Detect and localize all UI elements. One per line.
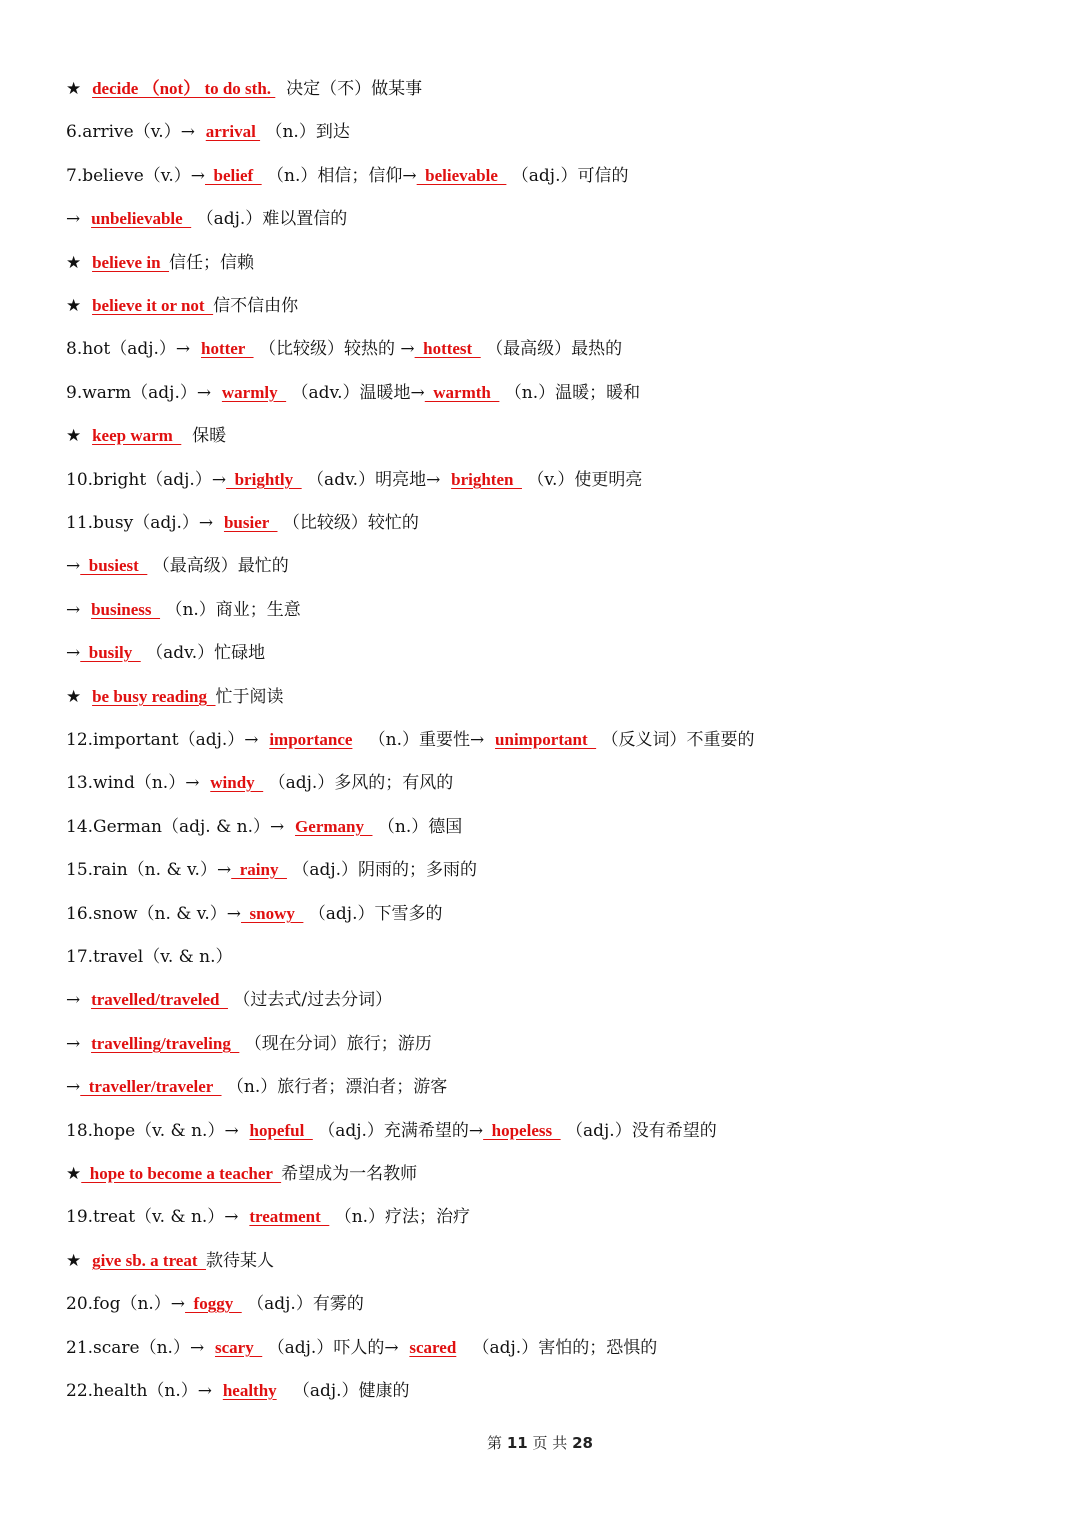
- vocab-line: [66, 161, 629, 191]
- vocab-line: [66, 465, 642, 495]
- answer-text: brightly: [226, 470, 302, 489]
- line-text: →: [66, 556, 81, 576]
- line-text: （过去式/过去分词）: [227, 990, 393, 1010]
- line-text: （adv.）温暖地→: [286, 383, 425, 403]
- vocab-line: [66, 682, 284, 712]
- vocab-line: [66, 1029, 432, 1059]
- line-text: 保暖: [181, 426, 227, 446]
- answer-text: snowy: [241, 904, 304, 923]
- answer-text: give sb. a treat: [92, 1251, 207, 1270]
- answer-text: treatment: [249, 1207, 330, 1226]
- line-text: （adj.）下雪多的: [303, 904, 443, 924]
- answer-text: believe it or not: [92, 296, 214, 315]
- line-text: ★: [66, 79, 93, 99]
- line-text: ★: [66, 1164, 82, 1184]
- line-text: 7.believe（v.）→: [66, 166, 205, 186]
- line-text: →: [66, 1077, 81, 1097]
- vocab-line: [66, 985, 392, 1015]
- line-text: 10.bright（adj.）→: [66, 470, 227, 490]
- line-text: 21.scare（n.）→: [66, 1338, 216, 1358]
- line-text: （反义词）不重要的: [596, 730, 755, 750]
- answer-text: healthy: [222, 1381, 277, 1400]
- line-text: （n.）相信；信仰→: [261, 166, 417, 186]
- answer-text: travelling/traveling: [91, 1034, 240, 1053]
- line-text: （adv.）忙碌地: [140, 643, 266, 663]
- answer-text: rainy: [231, 860, 287, 879]
- line-text: （adv.）明亮地→: [301, 470, 452, 490]
- page-number: 11: [506, 1434, 528, 1452]
- vocab-line: [66, 508, 419, 538]
- answer-text: business: [91, 600, 161, 619]
- vocab-line: [66, 1376, 410, 1406]
- vocab-line: [66, 812, 462, 842]
- vocab-line: [66, 768, 453, 798]
- line-text: （比较级）较热的 →: [253, 339, 415, 359]
- line-text: （现在分词）旅行；游历: [239, 1034, 432, 1054]
- answer-text: importance: [269, 730, 353, 749]
- line-text: （adj.）多风的；有风的: [263, 773, 454, 793]
- answer-text: hotter: [200, 339, 254, 358]
- line-text: →: [66, 1034, 92, 1054]
- line-text: 信任；信赖: [169, 253, 255, 273]
- line-text: （n.）重要性→: [352, 730, 496, 750]
- line-text: 15.rain（n. & v.）→: [66, 860, 232, 880]
- line-text: （最高级）最忙的: [147, 556, 289, 576]
- line-text: 9.warm（adj.）→: [66, 383, 222, 403]
- line-text: （最高级）最热的: [480, 339, 623, 359]
- line-text: 16.snow（n. & v.）→: [66, 904, 242, 924]
- answer-text: believable: [416, 166, 507, 185]
- answer-text: hopeless: [483, 1121, 561, 1140]
- line-text: （n.）到达: [260, 122, 350, 142]
- answer-text: warmly: [221, 383, 287, 402]
- line-text: 决定（不）做某事: [275, 79, 423, 99]
- vocab-line: [66, 1202, 470, 1232]
- line-text: （adj.）可信的: [506, 166, 629, 186]
- answer-text: arrival: [205, 122, 261, 141]
- answer-text: Germany: [295, 817, 373, 836]
- answer-text: scared: [409, 1338, 457, 1357]
- answer-text: busiest: [80, 556, 148, 575]
- answer-text: windy: [210, 773, 264, 792]
- line-text: ★: [66, 296, 93, 316]
- line-text: ★: [66, 687, 93, 707]
- page-footer: [0, 1432, 1080, 1453]
- vocab-line: [66, 595, 301, 625]
- line-text: 款待某人: [206, 1251, 275, 1271]
- line-text: （比较级）较忙的: [277, 513, 419, 533]
- answer-text: scary: [215, 1338, 263, 1357]
- vocab-line: [66, 1289, 364, 1319]
- answer-text: keep warm: [92, 426, 182, 445]
- answer-text: travelled/traveled: [91, 990, 228, 1009]
- vocab-line: [66, 1246, 274, 1276]
- vocab-line: [66, 334, 622, 364]
- line-text: 11.busy（adj.）→: [66, 513, 224, 533]
- vocab-line: [66, 421, 226, 451]
- vocab-line: [66, 248, 254, 278]
- answer-text: believe in: [92, 253, 170, 272]
- line-text: →: [66, 990, 92, 1010]
- line-text: （n.）温暖；暖和: [499, 383, 641, 403]
- vocab-line: [66, 378, 640, 408]
- line-text: →: [66, 209, 92, 229]
- line-text: 18.hope（v. & n.）→: [66, 1121, 250, 1141]
- vocab-line: [66, 1116, 717, 1146]
- vocab-line: [66, 204, 347, 234]
- line-text: （adj.）没有希望的: [560, 1121, 717, 1141]
- line-text: （adj.）害怕的；恐惧的: [456, 1338, 658, 1358]
- answer-text: decide （not） to do sth.: [92, 79, 276, 98]
- answer-text: unbelievable: [91, 209, 192, 228]
- line-text: （n.）德国: [372, 817, 463, 837]
- line-text: 6.arrive（v.）→: [66, 122, 206, 142]
- vocab-line: [66, 1333, 657, 1363]
- line-text: （adj.）难以置信的: [191, 209, 348, 229]
- line-text: →: [66, 643, 81, 663]
- line-text: 13.wind（n.）→: [66, 773, 211, 793]
- vocab-line: [66, 942, 233, 972]
- answer-text: hope to become a teacher: [81, 1164, 282, 1183]
- answer-text: unimportant: [495, 730, 597, 749]
- vocab-line: [66, 291, 298, 321]
- line-text: 忙于阅读: [215, 687, 284, 707]
- line-text: （adj.）吓人的→: [262, 1338, 410, 1358]
- vocab-line: [66, 1072, 447, 1102]
- line-text: 8.hot（adj.）→: [66, 339, 201, 359]
- line-text: 希望成为一名教师: [281, 1164, 418, 1184]
- answer-text: hottest: [414, 339, 481, 358]
- line-text: 19.treat（v. & n.）→: [66, 1207, 250, 1227]
- vocab-line: [66, 551, 289, 581]
- answer-text: foggy: [185, 1294, 242, 1313]
- line-text: （adj.）充满希望的→: [312, 1121, 484, 1141]
- line-text: 14.German（adj. & n.）→: [66, 817, 296, 837]
- vocab-line: [66, 1159, 417, 1189]
- answer-text: warmth: [424, 383, 500, 402]
- line-text: ★: [66, 426, 93, 446]
- answer-text: busily: [80, 643, 141, 662]
- vocab-line: [66, 725, 755, 755]
- page-total: 28: [572, 1434, 593, 1452]
- line-text: ★: [66, 253, 93, 273]
- line-text: 12.important（adj.）→: [66, 730, 270, 750]
- vocab-line: [66, 638, 265, 668]
- footer-middle: 页 共: [532, 1434, 568, 1452]
- line-text: （v.）使更明亮: [521, 470, 643, 490]
- line-text: 22.health（n.）→: [66, 1381, 223, 1401]
- line-text: 17.travel（v. & n.）: [66, 947, 233, 967]
- line-text: 信不信由你: [213, 296, 299, 316]
- answer-text: be busy reading: [92, 687, 216, 706]
- line-text: 20.fog（n.）→: [66, 1294, 186, 1314]
- footer-prefix: 第: [487, 1434, 503, 1452]
- line-text: ★: [66, 1251, 93, 1271]
- vocab-line: [66, 117, 350, 147]
- line-text: （adj.）阴雨的；多雨的: [286, 860, 478, 880]
- answer-text: hopeful: [249, 1121, 313, 1140]
- answer-text: belief: [205, 166, 262, 185]
- line-text: →: [66, 600, 92, 620]
- line-text: （n.）商业；生意: [160, 600, 301, 620]
- vocab-line: [66, 855, 477, 885]
- answer-text: brighten: [451, 470, 522, 489]
- line-text: （n.）旅行者；漂泊者；游客: [221, 1077, 448, 1097]
- vocab-line: [66, 899, 443, 929]
- line-text: （n.）疗法；治疗: [329, 1207, 471, 1227]
- vocab-line: [66, 74, 422, 104]
- line-text: （adj.）有雾的: [241, 1294, 364, 1314]
- line-text: （adj.）健康的: [276, 1381, 410, 1401]
- answer-text: busier: [223, 513, 278, 532]
- answer-text: traveller/traveler: [80, 1077, 222, 1096]
